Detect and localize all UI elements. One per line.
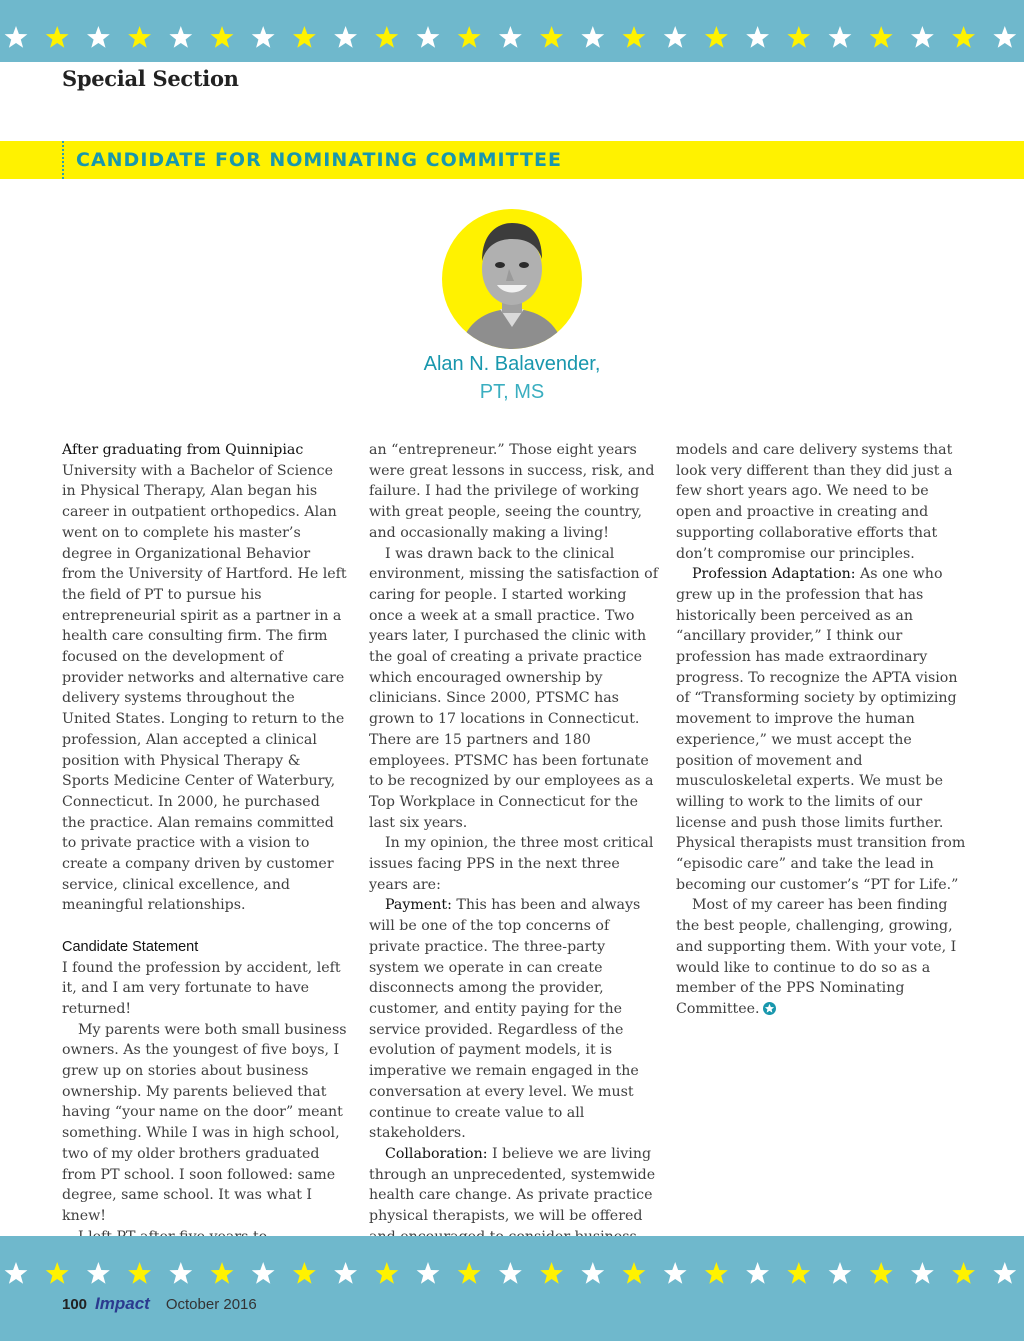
star-icon <box>458 26 481 48</box>
bio-text: University with a Bachelor of Science in Physical Therapy, Alan began his career in outpatient orthopedics. Alan went on to complete his master’s degree in Organizational Behavior from the University of Hartford. He left the field of PT to pursue his entrepreneurial spirit as a partner in a health care consulting firm. The firm focused on the development of provider networks and alternative care delivery systems throughout the United States. Longing to return to the profession, Alan accepted a clinical position with Physical Therapy & Sports Medicine Center of Waterbury, Connecticut. In 2000, he purchased the practice. Alan remains committed to private practice with a vision to create a company driven by customer service, clinical excellence, and meaningful relationships. <box>62 462 347 914</box>
star-end-icon <box>763 1002 776 1015</box>
star-icon <box>252 1262 275 1284</box>
star-icon <box>293 26 316 48</box>
portrait-illustration <box>442 209 582 349</box>
profession-adaptation-lead: Profession Adaptation: <box>692 566 856 583</box>
profession-adaptation-paragraph <box>676 564 966 895</box>
star-icon <box>993 1262 1016 1284</box>
star-icon <box>870 1262 893 1284</box>
bio-lead: After graduating from Quinnipiac <box>62 442 304 458</box>
col3-paragraph-1: models and care delivery systems that look very different than they did just a few short years ago. We need to be open and proactive in creating and supporting collaborative efforts that don’t compromise our principles. <box>676 442 953 562</box>
collaboration-paragraph <box>369 1144 659 1248</box>
star-icon <box>787 1262 810 1284</box>
statement-paragraph-1: I found the profession by accident, left it, and I am very fortunate to have returned! <box>62 959 341 1017</box>
candidate-credentials: PT, MS <box>479 381 545 403</box>
article-column-2 <box>369 440 659 1247</box>
star-icon <box>829 1262 852 1284</box>
profession-adaptation-text: As one who grew up in the profession that has historically been perceived as an “ancillary provider,” I think our profession has made extraordinary progress. To recognize the APTA vision of “Transforming society by optimizing movement to improve the human experience,” we must accept the position of movement and musculoskeletal experts. We must be willing to work to the limits of our license and push those limits further. Physical therapists must transition from “episodic care” and take the lead in becoming our customer’s “PT for Life.” <box>676 566 966 893</box>
star-icon <box>664 26 687 48</box>
star-icon <box>211 1262 234 1284</box>
star-icon <box>993 26 1016 48</box>
star-icon <box>911 26 934 48</box>
star-icon <box>417 26 440 48</box>
page-number: 100 <box>62 1296 88 1313</box>
bio-paragraph <box>62 440 347 916</box>
star-icon <box>375 26 398 48</box>
star-icon <box>540 1262 563 1284</box>
col2-paragraph-3: In my opinion, the three most critical issues facing PPS in the next three years are: <box>369 835 654 893</box>
statement-paragraph-2: My parents were both small business owners. As the youngest of five boys, I grew up on stories about business ownership. My parents believed that having “your name on the door” meant something. While I was in high school, two of my older brothers graduated from PT school. I soon followed: same degree, same school. It was what I knew! <box>62 1021 347 1224</box>
star-icon <box>128 1262 151 1284</box>
payment-paragraph <box>369 895 659 1143</box>
star-icon <box>169 1262 192 1284</box>
collaboration-text: I believe we are living through an unprecedented, systemwide health care change. As private practice physical therapists, we will be offered <box>369 1145 656 1225</box>
star-icon <box>87 26 110 48</box>
star-icon <box>293 1262 316 1284</box>
star-icon <box>623 1262 646 1284</box>
star-icon <box>499 26 522 48</box>
bottom-star-band <box>0 1236 1024 1341</box>
star-icon <box>746 26 769 48</box>
page-footer <box>62 1294 257 1314</box>
banner-dotted-rule <box>62 141 64 179</box>
title-banner <box>0 141 1024 179</box>
star-icon <box>334 1262 357 1284</box>
star-icon <box>5 26 28 48</box>
star-icon <box>746 1262 769 1284</box>
candidate-statement-heading: Candidate Statement <box>62 938 199 955</box>
publication-name: Impact <box>95 1294 150 1313</box>
star-icon <box>128 26 151 48</box>
issue-date: October 2016 <box>165 1296 257 1313</box>
payment-lead: Payment: <box>385 897 452 914</box>
star-icon <box>581 1262 604 1284</box>
collaboration-lead: Collaboration: <box>385 1145 488 1162</box>
star-icon <box>705 26 728 48</box>
star-icon <box>623 26 646 48</box>
closing-text: Most of my career has been finding the best people, challenging, growing, and supporting them. With your vote, I would like to continue to do so as a member of the PPS Nominating Committee. <box>676 897 957 1017</box>
star-icon <box>952 1262 975 1284</box>
star-icon <box>952 26 975 48</box>
top-stars <box>0 0 1024 62</box>
star-icon <box>46 26 69 48</box>
star-icon <box>252 26 275 48</box>
article-column-3 <box>676 440 966 1020</box>
star-icon <box>334 26 357 48</box>
star-icon <box>829 26 852 48</box>
section-label: Special Section <box>62 66 239 91</box>
star-icon <box>787 26 810 48</box>
star-icon <box>540 26 563 48</box>
star-icon <box>664 1262 687 1284</box>
star-icon <box>458 1262 481 1284</box>
star-icon <box>911 1262 934 1284</box>
star-icon <box>581 26 604 48</box>
closing-paragraph <box>676 895 966 1019</box>
star-icon <box>87 1262 110 1284</box>
bottom-stars <box>0 1236 1024 1298</box>
star-icon <box>169 26 192 48</box>
candidate-name: Alan N. Balavender, <box>423 353 601 375</box>
col2-paragraph-2: I was drawn back to the clinical environment, missing the satisfaction of caring for people. I started working once a week at a small practice. Two years later, I purchased the clinic with the goal of creating a private practice which encouraged ownership by clinicians. Since 2000, PTSMC has grown to 17 locations in Connecticut. There are 15 partners and 180 employees. PTSMC has been fortunate to be recognized by our employees as a Top Workplace in Connecticut for the last six years. <box>369 545 658 831</box>
star-icon <box>46 1262 69 1284</box>
star-icon <box>375 1262 398 1284</box>
article-column-1 <box>62 440 347 1289</box>
star-icon <box>5 1262 28 1284</box>
portrait-photo <box>442 209 582 349</box>
col2-paragraph-1: an “entrepreneur.” Those eight years were great lessons in success, risk, and failure. I had the privilege of working with great people, seeing the country, and occasionally making a living! <box>369 442 655 541</box>
banner-title: CANDIDATE FOR NOMINATING COMMITTEE <box>76 149 562 171</box>
star-icon <box>417 1262 440 1284</box>
star-icon <box>499 1262 522 1284</box>
top-star-band <box>0 0 1024 62</box>
star-icon <box>705 1262 728 1284</box>
star-icon <box>870 26 893 48</box>
star-icon <box>211 26 234 48</box>
payment-text: This has been and always will be one of the top concerns of private practice. The three-party system we operate in can create disconnects among the provider, customer, and entity paying for the service provided. Regardless of the evolution of payment models, it is imperative we remain engaged in the conversation at every level. We must continue to create value to all stakeholders. <box>369 897 641 1142</box>
